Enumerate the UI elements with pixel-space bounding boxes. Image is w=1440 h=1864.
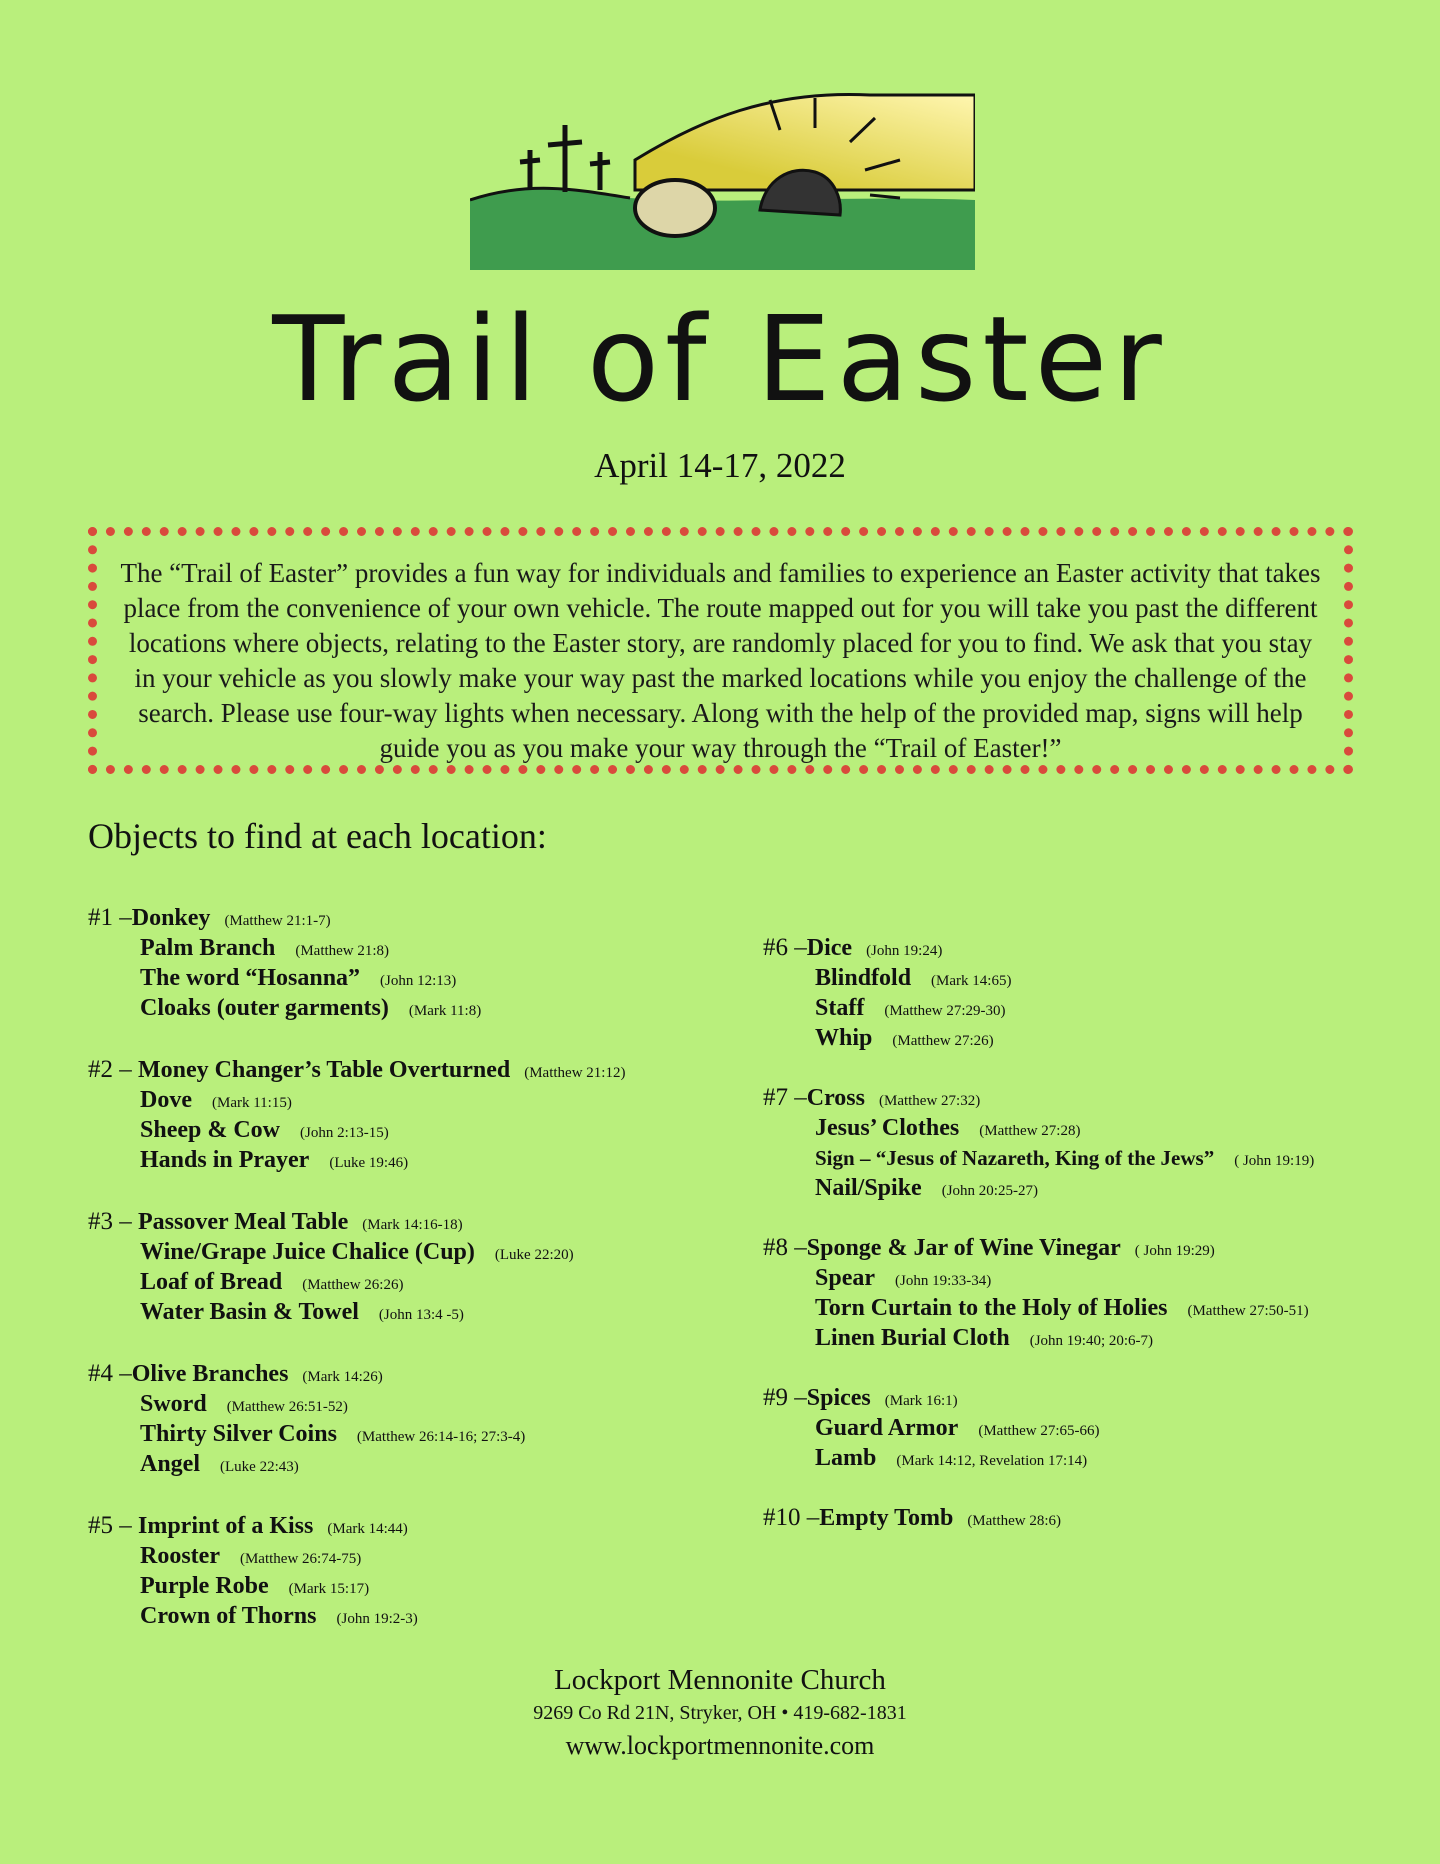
scripture-ref: (Matthew 21:8) — [295, 943, 390, 959]
scripture-ref: (John 19:24) — [866, 943, 943, 959]
location-6 — [763, 933, 1403, 1053]
location-name: Spices — [806, 1385, 871, 1411]
location-number: #3 – — [88, 1208, 138, 1235]
location-number: #6 – — [763, 934, 807, 961]
scripture-ref: (Matthew 26:51-52) — [226, 1399, 348, 1415]
location-number: #10 – — [763, 1504, 820, 1531]
event-date: April 14-17, 2022 — [594, 446, 846, 485]
scripture-ref: (John 12:13) — [380, 973, 457, 989]
location-3 — [88, 1207, 738, 1327]
church-website: www.lockportmennonite.com — [565, 1731, 875, 1760]
object-name: Rooster — [140, 1543, 220, 1569]
object-name: Angel — [140, 1451, 200, 1477]
intro-box — [88, 527, 1353, 774]
scripture-ref: (Mark 16:1) — [884, 1393, 958, 1409]
location-4 — [88, 1359, 738, 1479]
scripture-ref: (Matthew 21:12) — [524, 1065, 626, 1081]
scripture-ref: (Matthew 21:1-7) — [224, 913, 331, 929]
scripture-ref: (John 19:33-34) — [895, 1273, 992, 1289]
locations-right-column — [763, 933, 1403, 1563]
footer — [0, 1662, 1440, 1764]
location-name: Passover Meal Table — [138, 1209, 349, 1235]
object-name: Spear — [815, 1265, 875, 1291]
object-name: Jesus’ Clothes — [815, 1115, 960, 1141]
location-name: Sponge & Jar of Wine Vinegar — [806, 1235, 1121, 1261]
church-name: Lockport Mennonite Church — [554, 1664, 886, 1696]
scripture-ref: (Matthew 27:32) — [878, 1093, 981, 1109]
scripture-ref: (Matthew 27:28) — [979, 1123, 1081, 1139]
scripture-ref: (Mark 14:12, Revelation 17:14) — [896, 1453, 1088, 1469]
scripture-ref: (Mark 14:16-18) — [362, 1217, 463, 1233]
location-name: Empty Tomb — [819, 1505, 954, 1531]
location-number: #8 – — [763, 1234, 807, 1261]
scripture-ref: (Matthew 26:74-75) — [239, 1551, 362, 1567]
intro-text: The “Trail of Easter” provides a fun way for individuals and families to experience an Easter activity that takes place from the convenience of your own vehicle. The route mapped out for you will take you past the different locations where objects, relating to the Easter story, are randomly placed for you to find. We ask that you stay in your vehicle as you slowly make your way past the marked locations while you enjoy the challenge of the search. Please use four-way lights when necessary. Along with the help of the provided map, signs will help guide you as you make your way through the “Trail of Easter!” — [120, 558, 1321, 763]
scripture-ref: (Matthew 28:6) — [967, 1513, 1062, 1529]
object-name: Hands in Prayer — [140, 1147, 310, 1173]
scripture-ref: (Luke 22:43) — [220, 1459, 299, 1475]
scripture-ref: (John 13:4 -5) — [378, 1307, 464, 1323]
object-name: Palm Branch — [140, 935, 276, 961]
object-name: Water Basin & Towel — [140, 1299, 359, 1325]
location-2 — [88, 1055, 738, 1175]
scripture-ref: (Mark 15:17) — [288, 1581, 370, 1597]
objects-heading: Objects to find at each location: — [88, 816, 547, 856]
object-name: Sheep & Cow — [140, 1117, 281, 1143]
location-9 — [763, 1383, 1403, 1473]
object-name: Dove — [140, 1087, 192, 1113]
location-name: Dice — [806, 935, 853, 961]
scripture-ref: ( John 19:19) — [1234, 1153, 1315, 1169]
scripture-ref: (Luke 22:20) — [494, 1247, 574, 1263]
object-name: Lamb — [815, 1445, 877, 1471]
location-number: #5 – — [88, 1512, 138, 1539]
object-name: Staff — [815, 995, 865, 1021]
scripture-ref: (Mark 11:8) — [408, 1003, 482, 1019]
object-name: Thirty Silver Coins — [140, 1421, 337, 1447]
scripture-ref: (Matthew 27:26) — [892, 1033, 994, 1049]
object-name: Crown of Thorns — [140, 1603, 317, 1629]
location-number: #9 – — [763, 1384, 807, 1411]
location-number: #4 – — [88, 1360, 132, 1387]
location-number: #1 – — [88, 904, 132, 931]
location-8 — [763, 1233, 1403, 1353]
object-name: Guard Armor — [815, 1415, 959, 1441]
page-title: Trail of Easter — [272, 290, 1168, 428]
object-name: Nail/Spike — [815, 1175, 922, 1201]
location-10 — [763, 1503, 1403, 1533]
scripture-ref: (Mark 11:15) — [211, 1095, 292, 1111]
scripture-ref: (Matthew 27:65-66) — [978, 1423, 1100, 1439]
location-name: Money Changer’s Table Overturned — [138, 1057, 511, 1083]
location-name: Olive Branches — [131, 1361, 289, 1387]
location-name: Donkey — [131, 905, 211, 931]
scripture-ref: (Matthew 26:26) — [302, 1277, 404, 1293]
scripture-ref: (John 19:2-3) — [336, 1611, 418, 1627]
scripture-ref: (Matthew 27:29-30) — [884, 1003, 1006, 1019]
location-name: Imprint of a Kiss — [138, 1513, 314, 1539]
location-1 — [88, 903, 738, 1023]
object-name: Torn Curtain to the Holy of Holies — [815, 1295, 1168, 1321]
scripture-ref: (John 20:25-27) — [941, 1183, 1038, 1199]
object-name: Sword — [140, 1391, 207, 1417]
object-name: Loaf of Bread — [140, 1269, 283, 1295]
object-name: Sign – “Jesus of Nazareth, King of the Jews” — [815, 1146, 1215, 1170]
object-name: Whip — [815, 1025, 873, 1051]
scripture-ref: (Mark 14:26) — [302, 1369, 383, 1385]
object-name: Purple Robe — [140, 1573, 269, 1599]
location-number: #7 – — [763, 1084, 807, 1111]
object-name: Blindfold — [815, 965, 912, 991]
object-name: Wine/Grape Juice Chalice (Cup) — [140, 1239, 475, 1265]
scripture-ref: (John 2:13-15) — [300, 1125, 389, 1141]
church-address: 9269 Co Rd 21N, Stryker, OH • 419-682-1831 — [533, 1702, 907, 1724]
scripture-ref: (Mark 14:44) — [327, 1521, 408, 1537]
empty-tomb-illustration — [470, 80, 975, 270]
object-name: The word “Hosanna” — [140, 965, 361, 991]
location-number: #2 – — [88, 1056, 138, 1083]
scripture-ref: (Matthew 27:50-51) — [1187, 1303, 1309, 1319]
scripture-ref: (Matthew 26:14-16; 27:3-4) — [356, 1429, 526, 1445]
scripture-ref: (Mark 14:65) — [931, 973, 1012, 989]
locations-left-column — [88, 903, 738, 1663]
location-5 — [88, 1511, 738, 1631]
location-7 — [763, 1083, 1403, 1203]
scripture-ref: ( John 19:29) — [1134, 1243, 1215, 1259]
scripture-ref: (John 19:40; 20:6-7) — [1029, 1333, 1154, 1349]
scripture-ref: (Luke 19:46) — [329, 1155, 409, 1171]
object-name: Linen Burial Cloth — [815, 1325, 1010, 1351]
location-name: Cross — [806, 1085, 865, 1111]
object-name: Cloaks (outer garments) — [140, 995, 389, 1021]
